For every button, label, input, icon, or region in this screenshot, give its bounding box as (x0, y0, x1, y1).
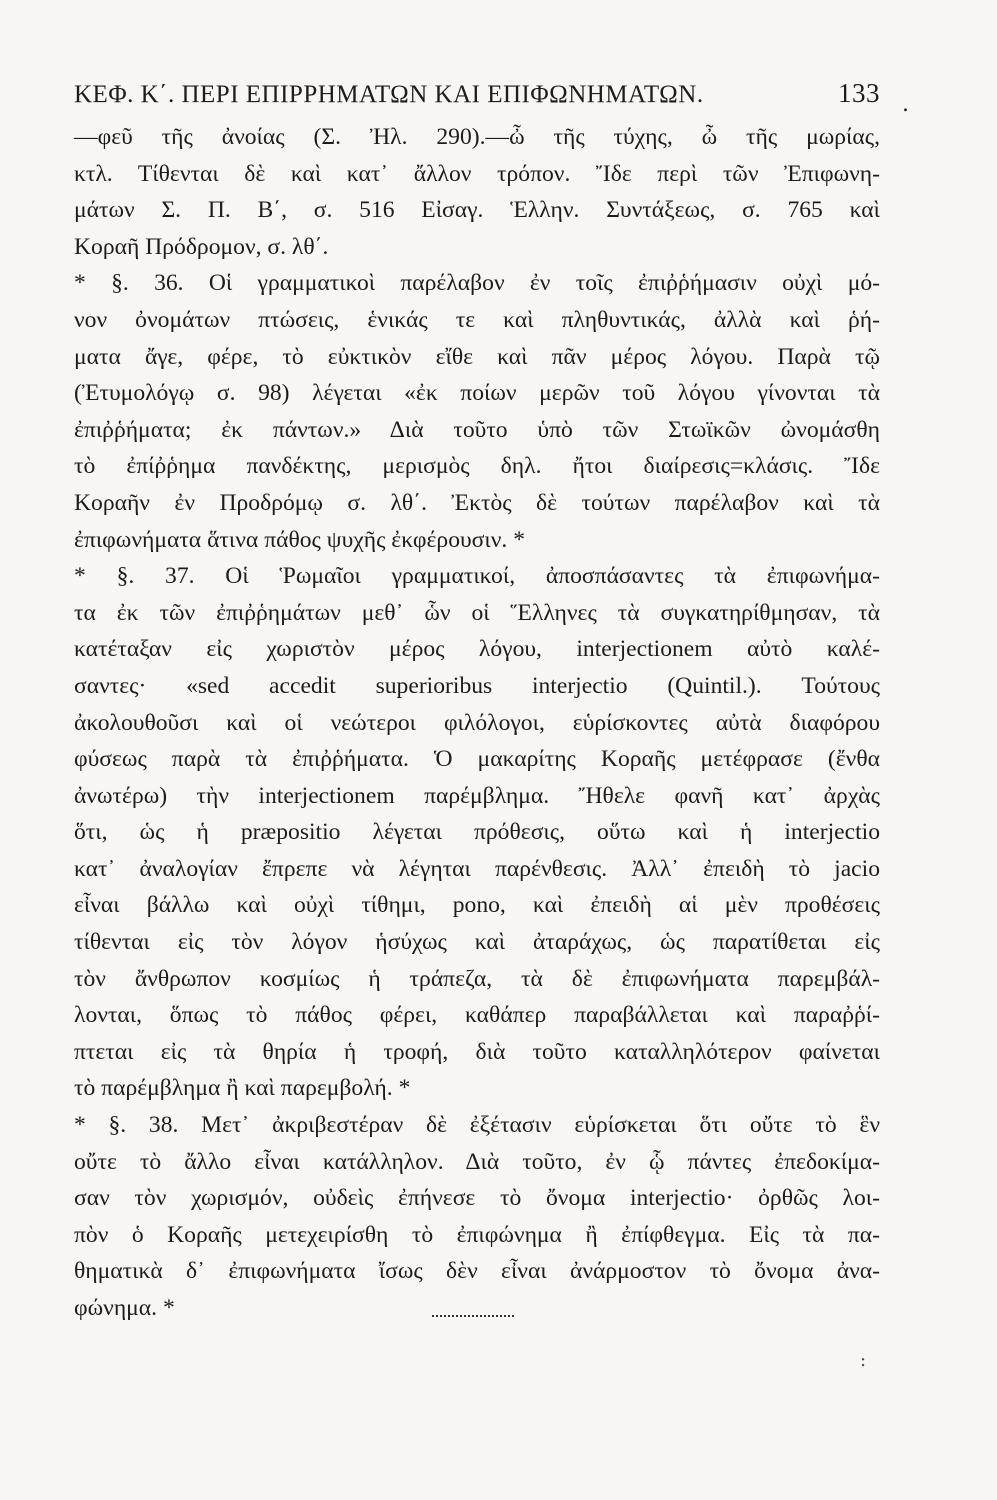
text-line: ὅτι, ὡς ἡ præpositio λέγεται πρόθεσις, οὕτω καὶ ἡ interjectio (74, 819, 880, 846)
running-title: ΚΕΦ. Κ΄. ΠΕΡΙ ΕΠΙΡΡΗΜΑΤΩΝ ΚΑΙ ΕΠΙΦΩΝΗΜΑΤΩΝ. (74, 81, 704, 108)
text-line: οὔτε τὸ ἄλλο εἶναι κατάλληλον. Διὰ τοῦτο, ἐν ᾧ πάντες ἐπεδοκίμα- (74, 1148, 880, 1175)
text-line: κατέταξαν εἰς χωριστὸν μέρος λόγου, interjectionem αὐτὸ καλέ- (74, 636, 880, 663)
header-dot: . (902, 92, 909, 117)
text-line: * §. 38. Μετ᾽ ἀκριβεστέραν δὲ ἐξέτασιν εὑρίσκεται ὅτι οὔτε τὸ ἓν (74, 1112, 880, 1139)
text-line: Κοραῆ Πρόδρομον, σ. λθ΄. (74, 233, 329, 260)
margin-mark: : (860, 1350, 867, 1371)
text-line: φώνημα. * (74, 1295, 175, 1321)
text-line: τὸ ἐπίῤῥημα πανδέκτης, μερισμὸς δηλ. ἤτοι διαίρεσις=κλάσις. Ἴδε (74, 453, 880, 480)
text-line: —φεῦ τῆς ἀνοίας (Σ. Ἠλ. 290).—ὦ τῆς τύχης, ὦ τῆς μωρίας, (74, 124, 880, 150)
text-line: λονται, ὅπως τὸ πάθος φέρει, καθάπερ παραβάλλεται καὶ παραῤῥί- (74, 1002, 880, 1029)
text-line: ἐπιφωνήματα ἅτινα πάθος ψυχῆς ἐκφέρουσιν. * (74, 526, 525, 553)
section-divider (432, 1315, 514, 1317)
text-line: πτεται εἰς τὰ θηρία ἡ τροφή, διὰ τοῦτο καταλληλότερον φαίνεται (74, 1038, 880, 1065)
page (74, 78, 880, 1327)
text-line: ἀνωτέρω) τὴν interjectionem παρέμβλημα. Ἤθελε φανῆ κατ᾽ ἀρχὰς (74, 782, 880, 809)
text-line: * §. 36. Οἱ γραμματικοὶ παρέλαβον ἐν τοῖς ἐπιῤῥήμασιν οὐχὶ μό- (74, 270, 880, 297)
body-text (74, 119, 880, 1327)
text-line: ἐπιῤῥήματα; ἐκ πάντων.» Διὰ τοῦτο ὑπὸ τῶν Στωϊκῶν ὠνομάσθη (74, 416, 880, 443)
text-line: * §. 37. Οἱ Ῥωμαῖοι γραμματικοί, ἀποσπάσαντες τὰ ἐπιφωνήμα- (74, 563, 880, 590)
text-line: κτλ. Τίθενται δὲ καὶ κατ᾽ ἄλλον τρόπον. Ἴδε περὶ τῶν Ἐπιφωνη- (74, 160, 880, 187)
text-line: σαντες· «sed accedit superioribus interjectio (Quintil.). Τούτους (74, 672, 880, 699)
text-line: κατ᾽ ἀναλογίαν ἔπρεπε νὰ λέγηται παρένθεσις. Ἀλλ᾽ ἐπειδὴ τὸ jacio (74, 855, 880, 882)
running-header (74, 78, 880, 109)
text-line: φύσεως παρὰ τὰ ἐπιῤῥήματα. Ὁ μακαρίτης Κοραῆς μετέφρασε (ἔνθα (74, 746, 880, 773)
text-line: τὸν ἄνθρωπον κοσμίως ἡ τράπεζα, τὰ δὲ ἐπιφωνήματα παρεμβάλ- (74, 965, 880, 992)
text-line: (Ἐτυμολόγῳ σ. 98) λέγεται «ἐκ ποίων μερῶν τοῦ λόγου γίνονται τὰ (74, 380, 880, 407)
text-line: τίθενται εἰς τὸν λόγον ἡσύχως καὶ ἀταράχως, ὡς παρατίθεται εἰς (74, 929, 880, 956)
page-number: 133 (838, 78, 880, 108)
text-line: νον ὀνομάτων πτώσεις, ἑνικάς τε καὶ πληθυντικάς, ἀλλὰ καὶ ῥή- (74, 306, 880, 333)
text-line: σαν τὸν χωρισμόν, οὐδεὶς ἐπήνεσε τὸ ὄνομα interjectio· ὀρθῶς λοι- (74, 1185, 880, 1212)
text-line: τα ἐκ τῶν ἐπιῤῥημάτων μεθ᾽ ὧν οἱ Ἕλληνες τὰ συγκατηρίθμησαν, τὰ (74, 599, 880, 626)
text-line: ματα ἄγε, φέρε, τὸ εὐκτικὸν εἴθε καὶ πᾶν μέρος λόγου. Παρὰ τῷ (74, 343, 880, 370)
text-line: τὸ παρέμβλημα ἢ καὶ παρεμβολή. * (74, 1075, 411, 1102)
text-line: εἶναι βάλλω καὶ οὐχὶ τίθημι, pono, καὶ ἐπειδὴ αἱ μὲν προθέσεις (74, 892, 880, 919)
text-line: πὸν ὁ Κοραῆς μετεχειρίσθη τὸ ἐπιφώνημα ἢ ἐπίφθεγμα. Εἰς τὰ πα- (74, 1221, 880, 1248)
text-line: μάτων Σ. Π. Β΄, σ. 516 Εἰσαγ. Ἑλλην. Συντάξεως, σ. 765 καὶ (74, 197, 880, 224)
text-line: θηματικὰ δ᾽ ἐπιφωνήματα ἴσως δὲν εἶναι ἀνάρμοστον τὸ ὄνομα ἀνα- (74, 1258, 880, 1285)
text-line: Κοραῆν ἐν Προδρόμῳ σ. λθ΄. Ἐκτὸς δὲ τούτων παρέλαβον καὶ τὰ (74, 489, 880, 516)
text-line: ἀκολουθοῦσι καὶ οἱ νεώτεροι φιλόλογοι, εὑρίσκοντες αὐτὰ διαφόρου (74, 709, 880, 736)
